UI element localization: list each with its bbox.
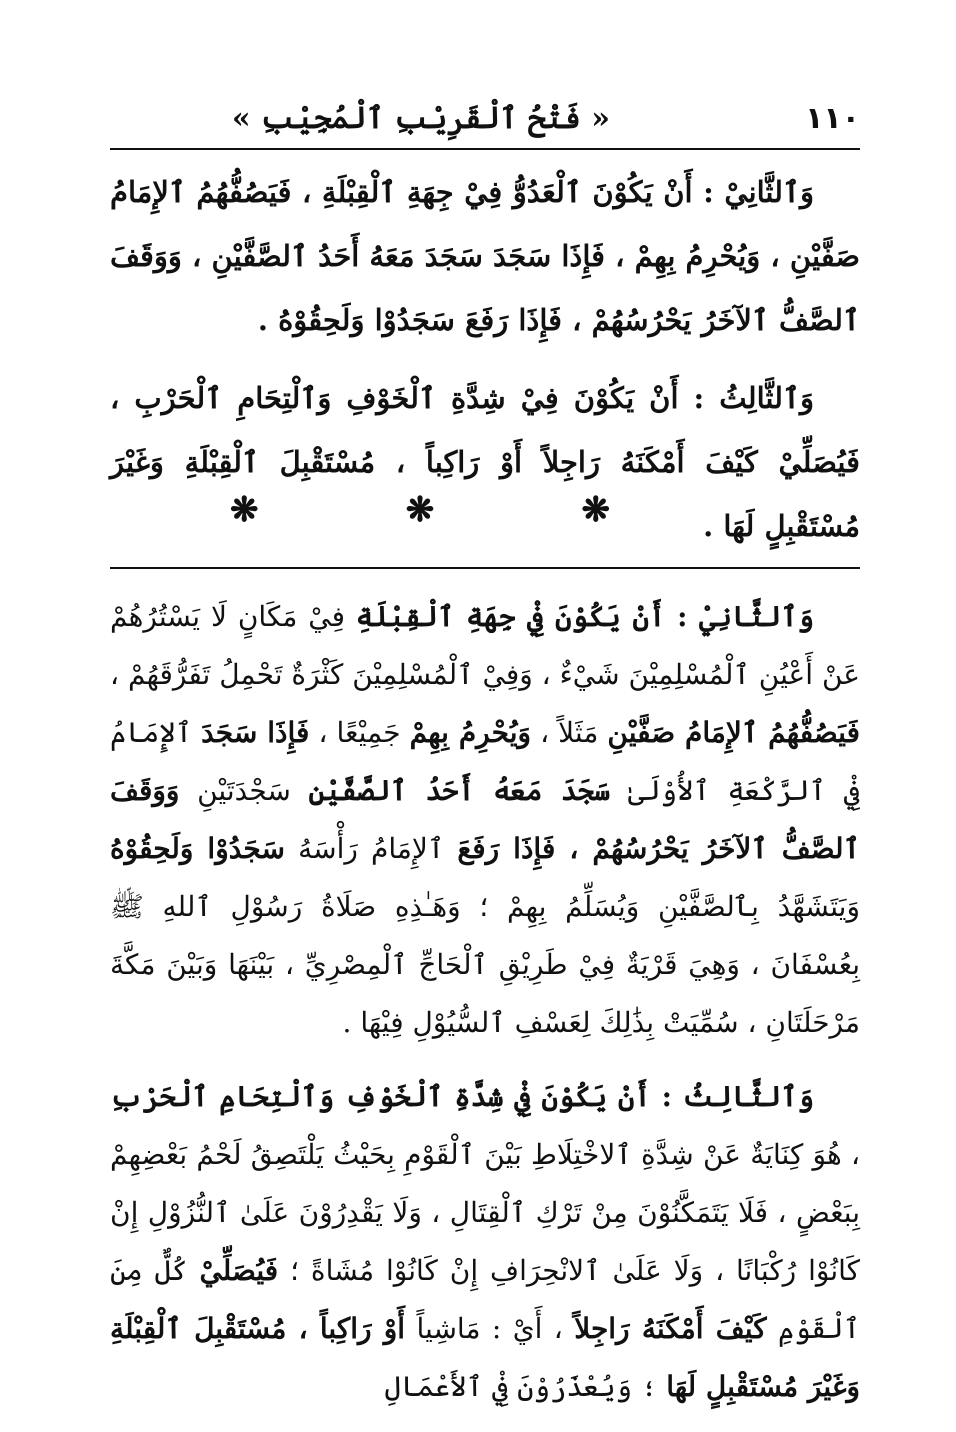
running-title: « فَتْحُ ٱلْقَرِيْبِ ٱلْمُجِيْبِ » (231, 101, 610, 136)
commentary-run: جَمِيْعًا ، (309, 716, 410, 749)
separator-star-icon: ❋ (230, 490, 259, 530)
commentary-run: كُلٌّ مِنَ ٱلْقَوْمِ (110, 1254, 860, 1345)
book-page (110, 80, 861, 1403)
matn-quote: سَجَدُوْا وَلَحِقُوْهُ (110, 832, 285, 865)
separator-star-icon: ❋ (581, 490, 610, 530)
separator-star-icon: ❋ (405, 490, 435, 530)
main-paragraph: وَٱلثَّالِثُ : أَنْ يَكُوْنَ فِيْ شِدَّةِ ٱلْخَوْفِ وَٱلْتِحَامِ ٱلْحَرْبِ ، فَيُصَلِّيْ كَيْفَ أَمْكَنَهُ رَاجِلاً أَوْ رَاكِباً ، مُسْتَقْبِلَ ٱلْقِبْلَةِ وَغَيْرَ مُسْتَقْبِلٍ لَهَا . (110, 381, 860, 543)
matn-quote: وَٱلثَّانِيْ : أَنْ يَكُوْنَ فِيْ جِهَةِ ٱلْقِبْلَةِ (355, 600, 815, 633)
commentary-run: ، هُوَ كِنَايَةٌ عَنْ شِدَّةِ ٱلاخْتِلَاطِ بَيْنَ ٱلْقَوْمِ بِحَيْثُ يَلْتَصِقُ لَحْمُ بَعْضِهِمْ بِبَعْضٍ ، فَلَا يَتَمَكَّنُوْنَ مِنْ تَرْكِ ٱلْقِتَالِ ، وَلَا يَقْدِرُوْنَ عَلَىٰ ٱلنُّزُوْلِ إِنْ كَانُوْا رُكْبَانًا ، وَلَا عَلَىٰ ٱلانْحِرَافِ إِنْ كَانُوْا مُشَاةً ؛ (110, 1138, 860, 1287)
matn-quote: وَيُحْرِمُ بِهِمْ (409, 716, 532, 749)
commentary-run: وَيَتَشَهَّدُ بِٱلصَّفَّيْنِ وَيُسَلِّمُ بِهِمْ ؛ وَهَـٰذِهِ صَلَاةُ رَسُوْلِ ٱللهِ ﷺ بِعُسْفَانَ ، وَهِيَ قَرْيَةٌ فِيْ طَرِيْقِ ٱلْحَاجِّ ٱلْمِصْرِيِّ ، بَيْنَهَا وَبَيْنَ مَكَّةَ مَرْحَلَتَانِ ، سُمِّيَتْ بِذَٰلِكَ لِعَسْفِ ٱلسُّيُوْلِ فِيْهَا . (110, 890, 860, 1039)
commentary-run: ٱلإِمَامُ فِيْ ٱلرَّكْعَةِ ٱلأُوْلَىٰ (110, 716, 861, 807)
commentary-run: ؛ وَيُعْذَرُوْنَ فِيْ ٱلأَعْمَالِ (384, 1370, 667, 1403)
page-header (110, 80, 860, 146)
commentary-paragraph (110, 588, 860, 1052)
commentary-text (110, 588, 860, 1432)
commentary-run: ، أَيْ : مَاشِياً (405, 1312, 575, 1345)
matn-quote: وَوَقَفَ ٱلصَّفُّ ٱلآخَرُ يَحْرُسُهُمْ ، فَإِذَا رَفَعَ (110, 774, 860, 865)
matn-quote: فَإِذَا سَجَدَ (201, 716, 310, 749)
commentary-divider (110, 567, 860, 569)
matn-quote: وَٱلثَّالِثُ : أَنْ يَكُوْنَ فِيْ شِدَّةِ ٱلْخَوْفِ وَٱلْتِحَامِ ٱلْحَرْبِ (110, 1080, 814, 1113)
matn-quote: كَيْفَ أَمْكَنَهُ رَاجِلاً (574, 1312, 767, 1345)
page-number: ١١٠ (805, 101, 860, 136)
commentary-run: سَجْدَتَيْنِ (179, 774, 309, 807)
section-separator (230, 490, 610, 530)
matn-quote: فَيَصُفُّهُمُ ٱلإِمَامُ صَفَّيْنِ (607, 716, 860, 749)
matn-quote: سَجَدَ مَعَهُ أَحَدُ ٱلصَّفَّيْنِ (308, 774, 611, 807)
main-paragraph: وَٱلثَّانِيْ : أَنْ يَكُوْنَ ٱلْعَدُوُّ فِيْ جِهَةِ ٱلْقِبْلَةِ ، فَيَصُفُّهُمُ ٱلإِمَامُ صَفَّيْنِ ، وَيُحْرِمُ بِهِمْ ، فَإِذَا سَجَدَ سَجَدَ مَعَهُ أَحَدُ ٱلصَّفَّيْنِ ، وَوَقَفَ ٱلصَّفُّ ٱلآخَرُ يَحْرُسُهُمْ ، فَإِذَا رَفَعَ سَجَدُوْا وَلَحِقُوْهُ . (110, 175, 860, 337)
commentary-run: مَثَلاً ، (531, 716, 608, 749)
commentary-paragraph (110, 1068, 860, 1416)
matn-quote: فَيُصَلِّيْ (199, 1254, 279, 1287)
commentary-run: فِيْ مَكَانٍ لَا يَسْتُرُهُمْ عَنْ أَعْيُنِ ٱلْمُسْلِمِيْنَ شَيْءٌ ، وَفِيْ ٱلْمُسْلِمِيْنَ كَثْرَةٌ تَحْمِلُ تَفَرُّقَهُمْ ، (110, 600, 860, 691)
header-rule (110, 148, 860, 150)
commentary-run: ٱلإِمَامُ رَأْسَهُ (284, 832, 458, 865)
matn-quote: أَوْ رَاكِباً ، مُسْتَقْبِلَ ٱلْقِبْلَةِ وَغَيْرَ مُسْتَقْبِلٍ لَهَا (110, 1312, 860, 1403)
